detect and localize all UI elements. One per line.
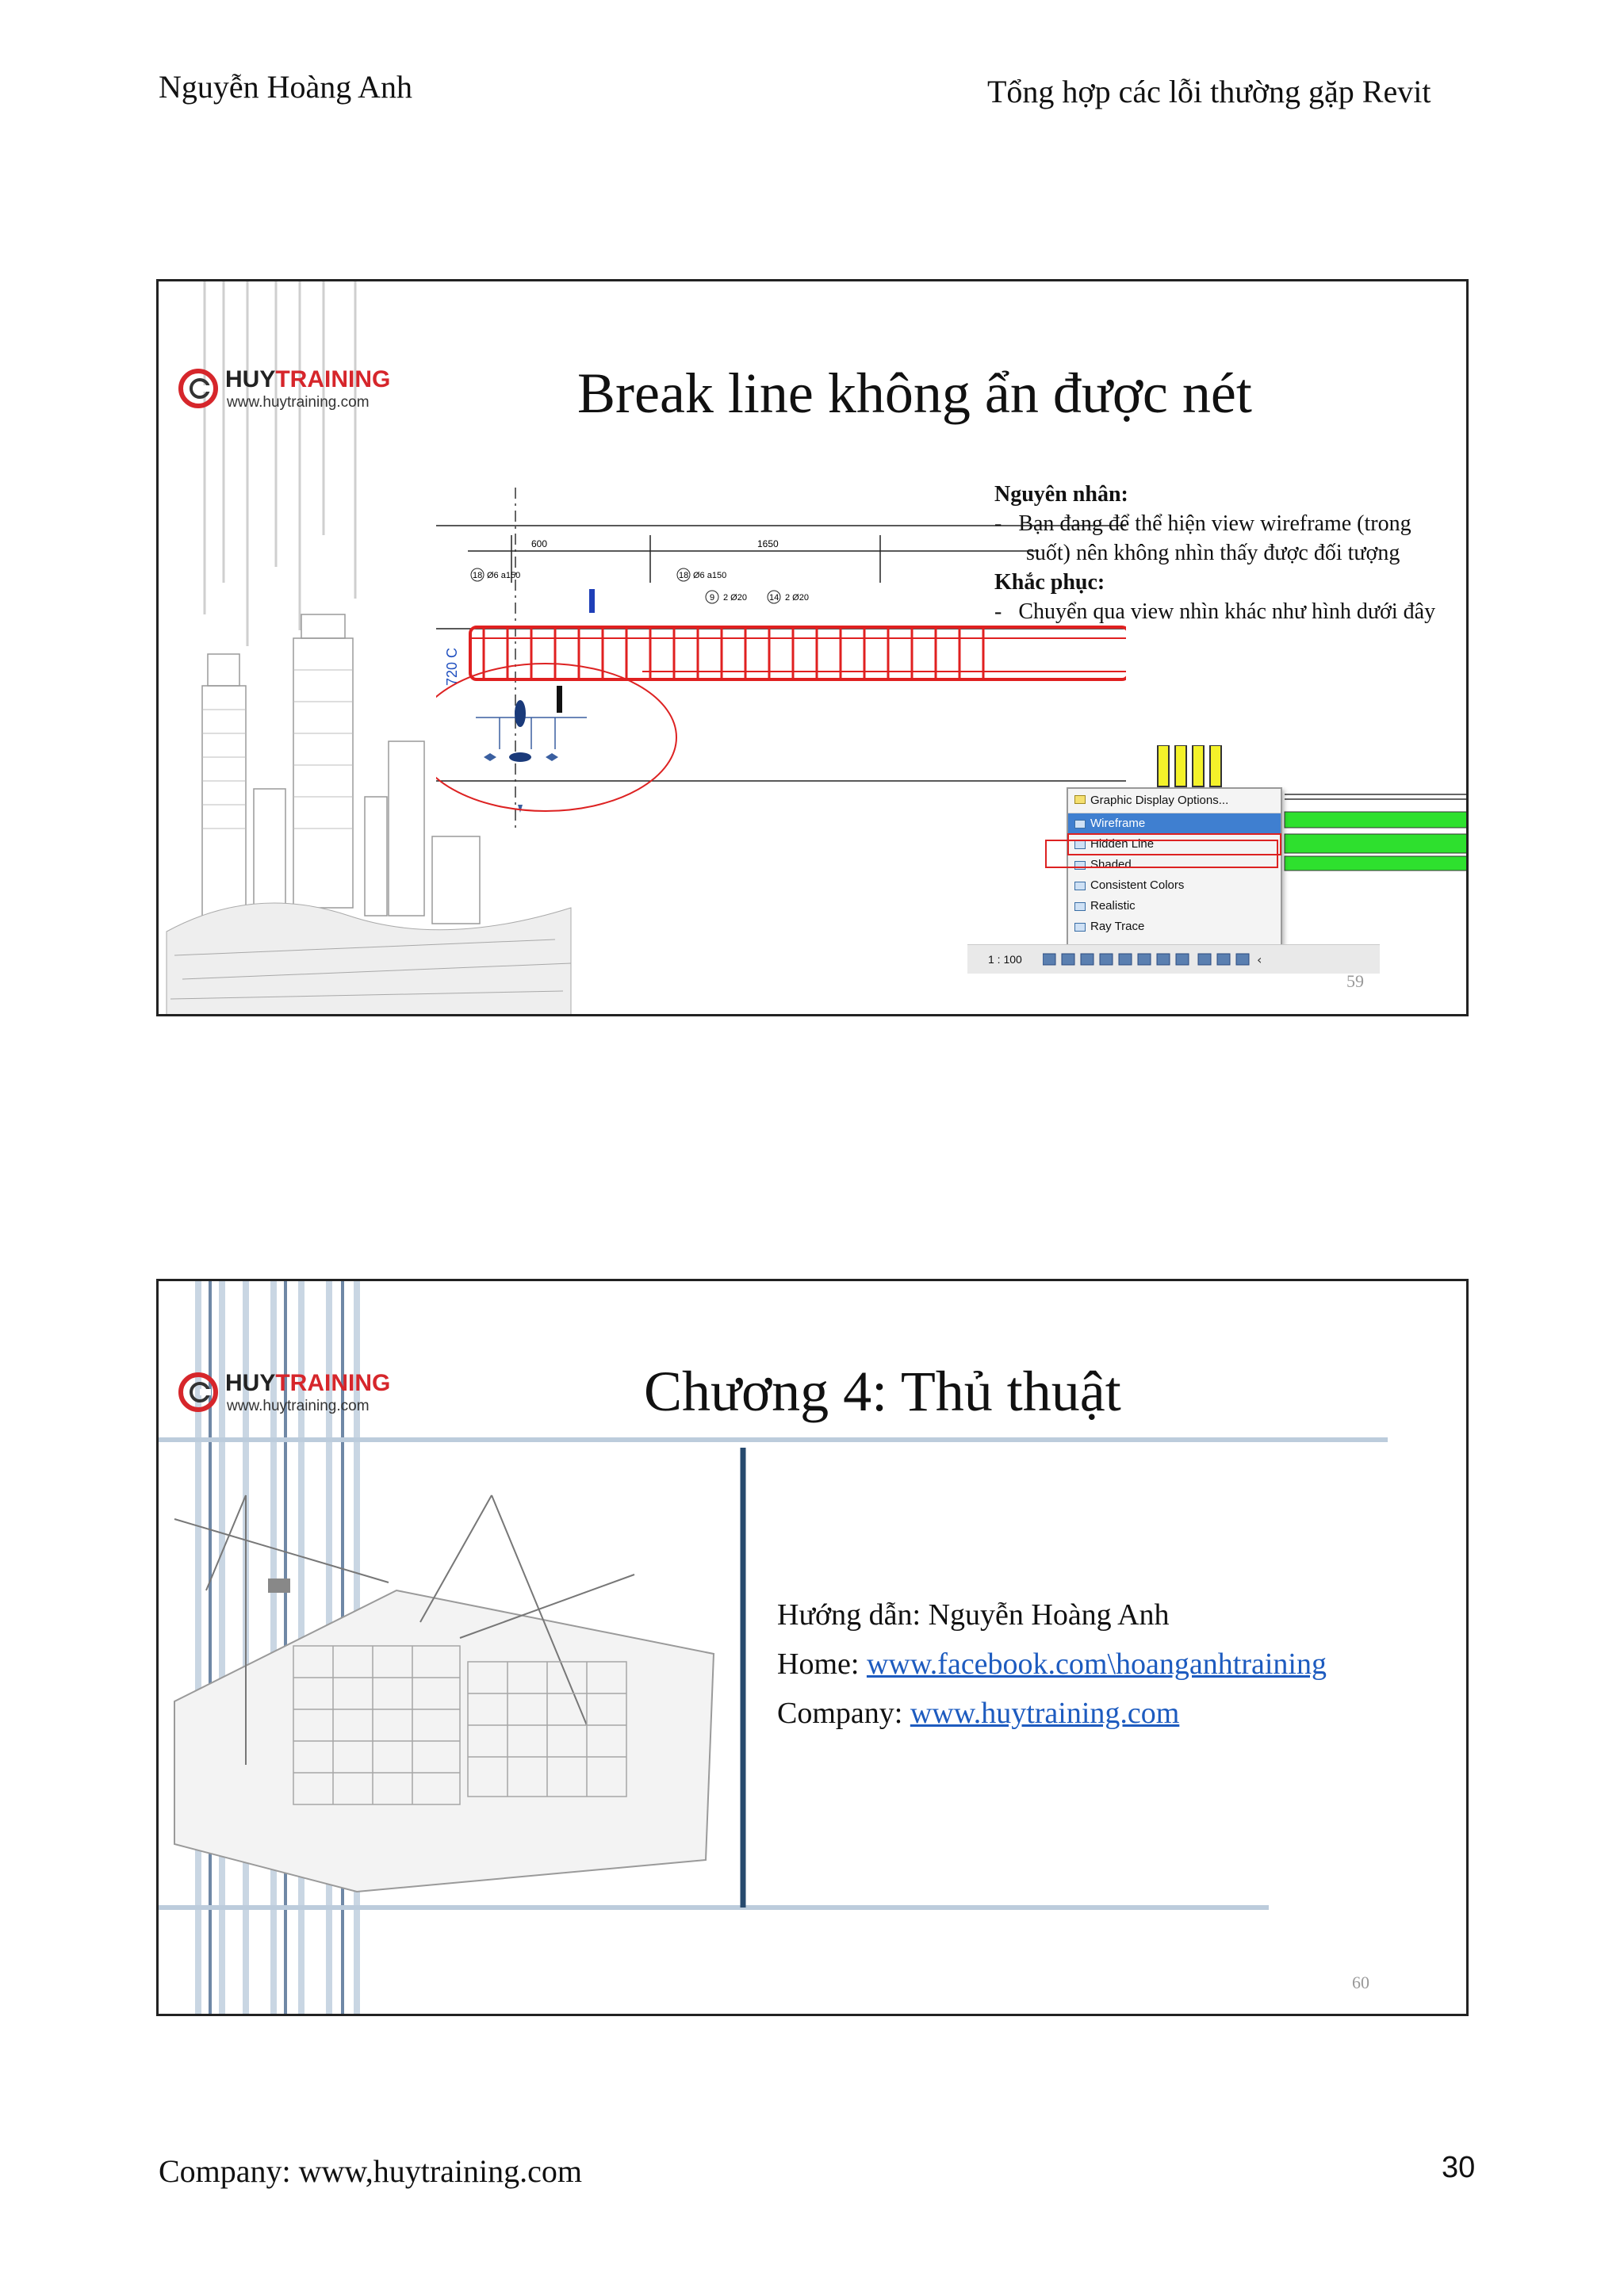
instructor-name: Nguyễn Hoàng Anh bbox=[928, 1598, 1170, 1632]
footer-company: Company: www,huytraining.com bbox=[159, 2153, 583, 2189]
slide-59 bbox=[156, 279, 1469, 1016]
menu-item-wireframe-label: Wireframe bbox=[1090, 817, 1146, 830]
home-link[interactable]: www.facebook.com\hoanganhtraining bbox=[866, 1647, 1327, 1681]
slide-60-title: Chương 4: Thủ thuật bbox=[644, 1360, 1121, 1423]
logo-brand-training: TRAINING bbox=[275, 366, 391, 392]
menu-item-hidden-line-label: Hidden Line bbox=[1090, 837, 1155, 851]
rebar-tag-2-number: 18 bbox=[679, 571, 689, 580]
view-control-icons bbox=[1043, 951, 1376, 969]
rebar-tag-3-number: 9 bbox=[710, 593, 715, 603]
rebar-tag-4-number: 14 bbox=[769, 593, 779, 603]
cause-item-text: Bạn đang để thể hiện view wireframe (trong suốt) nên không nhìn thấy được đối tượng bbox=[1018, 511, 1411, 565]
dim-right-label: 1650 bbox=[757, 538, 779, 549]
cause-item: - Bạn đang để thể hiện view wireframe (trong suốt) nên không nhìn thấy được đối tượng bbox=[994, 511, 1411, 565]
ray-trace-icon bbox=[1074, 923, 1086, 932]
wireframe-icon bbox=[1074, 820, 1086, 828]
huytraining-logo-2 bbox=[176, 1360, 398, 1424]
menu-item-graphic-display-options[interactable] bbox=[1068, 789, 1281, 813]
company-link[interactable]: www.huytraining.com bbox=[910, 1697, 1180, 1730]
footer-page-number: 30 bbox=[1442, 2151, 1476, 2184]
construction-sketch-illustration bbox=[159, 1464, 730, 1908]
slide-59-number: 59 bbox=[1346, 971, 1364, 991]
dim-vertical-label: 720 C bbox=[444, 647, 460, 686]
instructor-line bbox=[777, 1590, 1327, 1640]
menu-item-shaded-label: Shaded bbox=[1090, 858, 1132, 871]
rebar-tag-1-text: Ø6 a150 bbox=[487, 571, 521, 580]
home-label: Home: bbox=[777, 1647, 860, 1681]
company-label: Company: bbox=[777, 1697, 903, 1730]
menu-item-realistic-label: Realistic bbox=[1090, 899, 1136, 913]
slide-59-notes bbox=[994, 480, 1438, 626]
rebar-tag-1-number: 18 bbox=[473, 571, 483, 580]
fix-item: - Chuyển qua view nhìn khác như hình dưới đây bbox=[994, 599, 1436, 624]
logo-url-2: www.huytraining.com bbox=[227, 1398, 370, 1414]
fix-item-text: Chuyển qua view nhìn khác như hình dưới đây bbox=[1018, 599, 1436, 624]
cause-heading: Nguyên nhân: bbox=[994, 482, 1128, 507]
logo-brand-huy: HUY bbox=[225, 366, 276, 392]
rebar-tag-4-text: 2 Ø20 bbox=[785, 593, 809, 603]
logo-url: www.huytraining.com bbox=[227, 394, 370, 411]
visual-style-menu bbox=[1067, 787, 1282, 961]
consistent-colors-icon bbox=[1074, 882, 1086, 890]
logo-brand-training-2: TRAINING bbox=[275, 1370, 391, 1396]
slide-60 bbox=[156, 1279, 1469, 2016]
slide-60-credits bbox=[777, 1590, 1327, 1738]
header-document-title: Tổng hợp các lỗi thường gặp Revit bbox=[987, 74, 1431, 109]
fix-heading: Khắc phục: bbox=[994, 570, 1105, 595]
hidden-line-highlight-box bbox=[1045, 840, 1278, 868]
huytraining-logo bbox=[176, 357, 398, 420]
menu-item-ray-trace-label: Ray Trace bbox=[1090, 920, 1145, 933]
company-line bbox=[777, 1689, 1327, 1738]
svg-text:‹: ‹ bbox=[1257, 952, 1262, 967]
slide-60-number: 60 bbox=[1352, 1973, 1369, 1992]
revit-view-control-bar bbox=[967, 944, 1380, 974]
menu-item-consistent-colors-label: Consistent Colors bbox=[1090, 878, 1185, 892]
menu-item-consistent-colors[interactable] bbox=[1068, 875, 1281, 896]
slide-59-title: Break line không ẩn được nét bbox=[577, 362, 1252, 425]
realistic-icon bbox=[1074, 902, 1086, 911]
header-author: Nguyễn Hoàng Anh bbox=[159, 69, 412, 105]
graphic-options-icon bbox=[1074, 795, 1086, 804]
home-line bbox=[777, 1640, 1327, 1689]
rebar-tag-2-text: Ø6 a150 bbox=[693, 571, 727, 580]
menu-item-realistic[interactable] bbox=[1068, 896, 1281, 916]
logo-brand-huy-2: HUY bbox=[225, 1370, 276, 1396]
view-scale[interactable]: 1 : 100 bbox=[988, 953, 1022, 966]
rebar-tag-3-text: 2 Ø20 bbox=[723, 593, 747, 603]
menu-item-ray-trace[interactable] bbox=[1068, 916, 1281, 937]
menu-item-graphic-display-options-label: Graphic Display Options... bbox=[1090, 794, 1229, 807]
menu-item-wireframe[interactable] bbox=[1068, 813, 1281, 834]
dim-left-label: 600 bbox=[531, 538, 548, 549]
instructor-label: Hướng dẫn: bbox=[777, 1598, 921, 1632]
